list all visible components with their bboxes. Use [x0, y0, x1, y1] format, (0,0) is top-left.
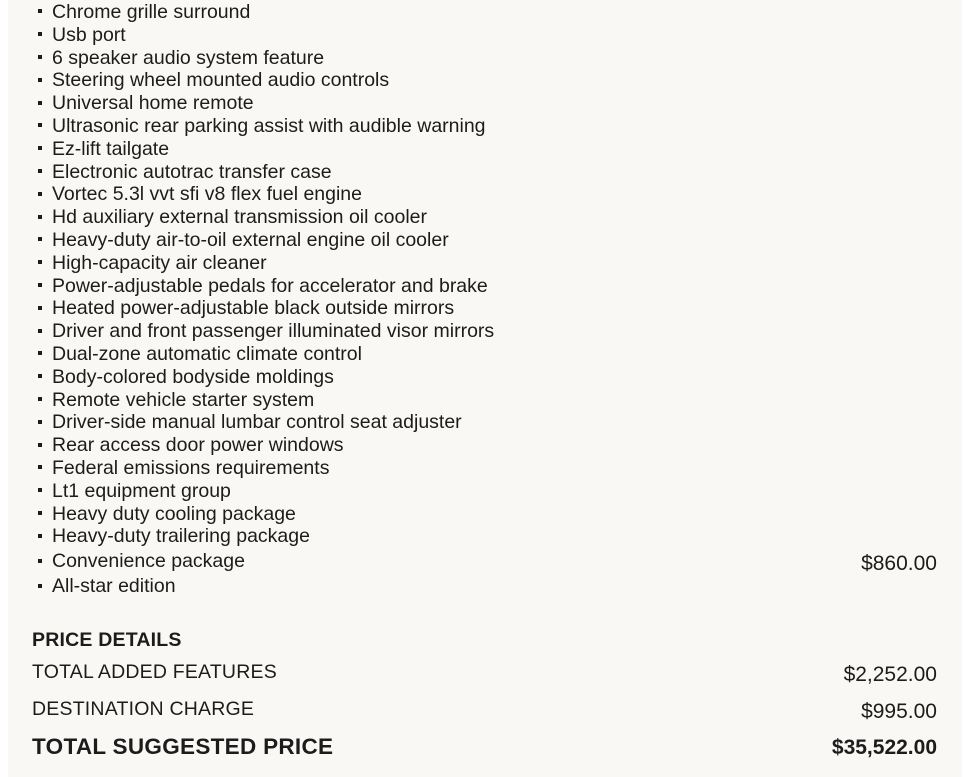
- feature-item: [8, 389, 962, 412]
- feature-label: Convenience package: [52, 550, 245, 573]
- feature-label: Universal home remote: [52, 92, 254, 115]
- bullet-icon: [38, 32, 42, 36]
- vehicle-summary-panel: [8, 0, 962, 777]
- feature-label: Heated power-adjustable black outside mirrors: [52, 297, 455, 320]
- feature-item: [8, 47, 962, 70]
- feature-item: [8, 69, 962, 92]
- destination-charge-value: $995.00: [861, 700, 937, 723]
- feature-item: [8, 92, 962, 115]
- feature-label: 6 speaker audio system feature: [52, 46, 325, 69]
- total-suggested-price-label: TOTAL SUGGESTED PRICE: [32, 734, 334, 759]
- feature-item: [8, 480, 962, 503]
- feature-label: Electronic autotrac transfer case: [52, 160, 332, 183]
- feature-label: Power-adjustable pedals for accelerator and brake: [52, 274, 488, 297]
- feature-label: Ultrasonic rear parking assist with audible warning: [52, 114, 486, 137]
- feature-label: Heavy-duty trailering package: [52, 525, 310, 548]
- feature-price: $860.00: [861, 552, 937, 576]
- feature-item: [8, 24, 962, 47]
- feature-item: [8, 138, 962, 161]
- feature-item: [8, 161, 962, 184]
- feature-item: [8, 297, 962, 320]
- feature-item: [8, 343, 962, 366]
- feature-label: Driver and front passenger illuminated visor mirrors: [52, 320, 495, 343]
- feature-label: High-capacity air cleaner: [52, 251, 267, 274]
- bullet-icon: [38, 192, 42, 196]
- feature-label: Vortec 5.3l vvt sfi v8 flex fuel engine: [52, 183, 363, 206]
- bullet-icon: [38, 511, 42, 515]
- bullet-icon: [38, 559, 42, 563]
- bullet-icon: [38, 146, 42, 150]
- feature-item: [8, 229, 962, 252]
- bullet-icon: [38, 465, 42, 469]
- feature-item: [8, 1, 962, 24]
- feature-label: Lt1 equipment group: [52, 479, 231, 502]
- bullet-icon: [38, 55, 42, 59]
- feature-item: [8, 434, 962, 457]
- feature-label: Federal emissions requirements: [52, 456, 330, 479]
- feature-item: [8, 206, 962, 229]
- bullet-icon: [38, 237, 42, 241]
- feature-label: Dual-zone automatic climate control: [52, 342, 362, 365]
- total-added-features-label: TOTAL ADDED FEATURES: [32, 661, 277, 683]
- feature-item: [8, 525, 962, 548]
- bullet-icon: [38, 169, 42, 173]
- bullet-icon: [38, 374, 42, 378]
- bullet-icon: [38, 260, 42, 264]
- feature-label: Rear access door power windows: [52, 434, 344, 457]
- feature-item: [8, 275, 962, 298]
- destination-charge-label: DESTINATION CHARGE: [32, 698, 255, 720]
- bullet-icon: [38, 584, 42, 588]
- feature-item: [8, 411, 962, 434]
- bullet-icon: [38, 123, 42, 127]
- feature-label: Remote vehicle starter system: [52, 388, 315, 411]
- bullet-icon: [38, 306, 42, 310]
- destination-charge-row: [32, 698, 937, 726]
- feature-label: Driver-side manual lumbar control seat adjuster: [52, 411, 462, 434]
- feature-item: [8, 320, 962, 343]
- total-suggested-price-row: [32, 734, 937, 762]
- bullet-icon: [38, 329, 42, 333]
- feature-item: [8, 575, 962, 598]
- feature-item: [8, 503, 962, 526]
- bullet-icon: [38, 443, 42, 447]
- bullet-icon: [38, 283, 42, 287]
- bullet-icon: [38, 534, 42, 538]
- feature-item: [8, 366, 962, 389]
- bullet-icon: [38, 78, 42, 82]
- feature-label: All-star edition: [52, 575, 176, 598]
- total-added-features-value: $2,252.00: [843, 663, 937, 686]
- feature-label: Steering wheel mounted audio controls: [52, 69, 390, 92]
- feature-label: Body-colored bodyside moldings: [52, 365, 334, 388]
- feature-label: Heavy-duty air-to-oil external engine oil cooler: [52, 228, 449, 251]
- bullet-icon: [38, 101, 42, 105]
- feature-item: [8, 252, 962, 275]
- bullet-icon: [38, 397, 42, 401]
- total-added-features-row: [32, 661, 937, 689]
- feature-label: Heavy duty cooling package: [52, 502, 296, 525]
- bullet-icon: [38, 488, 42, 492]
- feature-item: [8, 548, 962, 575]
- feature-label: Hd auxiliary external transmission oil cooler: [52, 206, 427, 229]
- feature-label: Ez-lift tailgate: [52, 137, 170, 160]
- feature-item: [8, 115, 962, 138]
- feature-label: Chrome grille surround: [52, 1, 251, 23]
- feature-item: [8, 183, 962, 206]
- total-suggested-price-value: $35,522.00: [831, 736, 937, 759]
- bullet-icon: [38, 9, 42, 13]
- feature-item: [8, 457, 962, 480]
- feature-list: [8, 1, 962, 598]
- bullet-icon: [38, 215, 42, 219]
- bullet-icon: [38, 420, 42, 424]
- bullet-icon: [38, 351, 42, 355]
- feature-label: Usb port: [52, 23, 126, 46]
- price-details-heading: PRICE DETAILS: [32, 629, 182, 651]
